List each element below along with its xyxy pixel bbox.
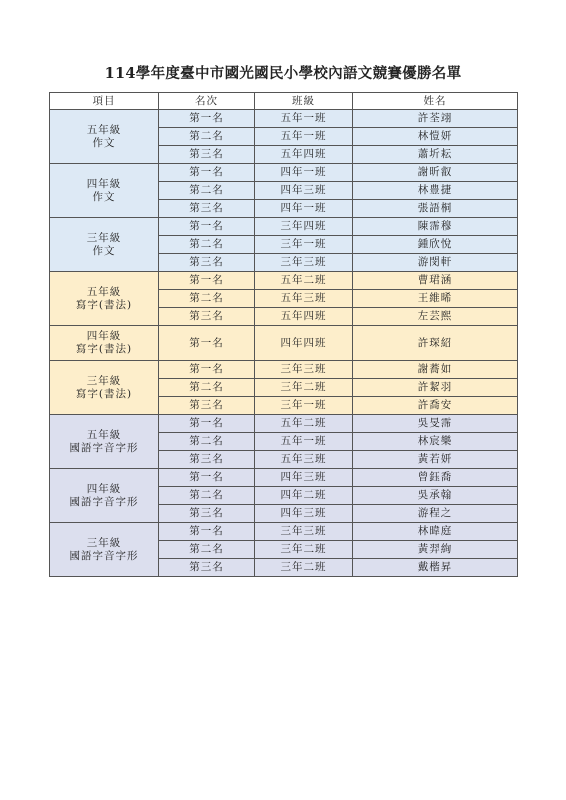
name-cell: 謝蕎如 [353,361,518,379]
class-cell: 三年二班 [255,559,353,577]
name-cell: 謝昕叡 [353,164,518,182]
award-table-body [50,110,518,577]
name-cell: 吳承翰 [353,487,518,505]
header-rank: 名次 [159,93,255,110]
name-cell: 左芸熙 [353,308,518,326]
category-label-line: 寫字(書法) [75,298,133,311]
header-class: 班級 [255,93,353,110]
class-cell: 四年一班 [255,164,353,182]
header-name: 姓名 [353,93,518,110]
category-cell [50,164,159,218]
class-cell: 三年二班 [255,541,353,559]
category-cell [50,218,159,272]
rank-cell: 第三名 [159,308,255,326]
rank-cell: 第一名 [159,469,255,487]
category-label-line: 四年級 [86,482,122,495]
class-cell: 三年一班 [255,397,353,415]
name-cell: 黃若妍 [353,451,518,469]
category-label-line: 五年級 [86,285,122,298]
category-cell [50,523,159,577]
name-cell: 鍾欣悅 [353,236,518,254]
name-cell: 游閔軒 [353,254,518,272]
class-cell: 五年二班 [255,272,353,290]
category-label-line: 三年級 [86,374,122,387]
category-label-line: 國語字音字形 [69,441,139,454]
category-label-line: 五年級 [86,428,122,441]
rank-cell: 第一名 [159,218,255,236]
category-label-line: 國語字音字形 [69,549,139,562]
category-label-line: 寫字(書法) [75,343,133,355]
rank-cell: 第一名 [159,523,255,541]
class-cell: 三年一班 [255,236,353,254]
class-cell: 四年二班 [255,487,353,505]
name-cell: 游程之 [353,505,518,523]
class-cell: 三年三班 [255,523,353,541]
rank-cell: 第二名 [159,182,255,200]
rank-cell: 第二名 [159,433,255,451]
name-cell: 林宸樂 [353,433,518,451]
class-cell: 四年一班 [255,200,353,218]
class-cell: 五年三班 [255,290,353,308]
table-row [50,218,518,236]
table-row [50,272,518,290]
rank-cell: 第三名 [159,146,255,164]
name-cell: 許琛紹 [353,326,518,361]
category-label-line: 作文 [92,244,116,257]
class-cell: 五年一班 [255,433,353,451]
rank-cell: 第二名 [159,290,255,308]
name-cell: 許絜羽 [353,379,518,397]
class-cell: 五年二班 [255,415,353,433]
rank-cell: 第三名 [159,254,255,272]
rank-cell: 第二名 [159,541,255,559]
table-row [50,469,518,487]
name-cell: 吳旻霈 [353,415,518,433]
class-cell: 五年四班 [255,308,353,326]
category-cell [50,326,159,361]
rank-cell: 第二名 [159,128,255,146]
name-cell: 林愷妍 [353,128,518,146]
table-row [50,523,518,541]
table-row [50,110,518,128]
class-cell: 五年三班 [255,451,353,469]
table-row [50,415,518,433]
category-label-line: 四年級 [86,177,122,190]
class-cell: 四年四班 [255,326,353,361]
class-cell: 五年一班 [255,110,353,128]
category-cell [50,110,159,164]
category-label-line: 作文 [92,136,116,149]
category-cell [50,272,159,326]
category-label-line: 三年級 [86,536,122,549]
category-label-line: 寫字(書法) [75,387,133,400]
name-cell: 林豊捷 [353,182,518,200]
rank-cell: 第三名 [159,397,255,415]
rank-cell: 第一名 [159,326,255,361]
award-table [49,92,518,577]
class-cell: 三年四班 [255,218,353,236]
class-cell: 四年三班 [255,469,353,487]
header-category: 項目 [50,93,159,110]
class-cell: 五年四班 [255,146,353,164]
class-cell: 四年三班 [255,505,353,523]
page-title: 114學年度臺中市國光國民小學校內語文競賽優勝名單 [104,65,462,82]
category-label-line: 作文 [92,190,116,203]
name-cell: 許荃翊 [353,110,518,128]
category-label-line: 四年級 [86,330,122,342]
name-cell: 戴楷昇 [353,559,518,577]
class-cell: 四年三班 [255,182,353,200]
rank-cell: 第一名 [159,164,255,182]
table-row [50,361,518,379]
rank-cell: 第三名 [159,451,255,469]
name-cell: 陳霈穆 [353,218,518,236]
category-cell [50,469,159,523]
name-cell: 黃羿絢 [353,541,518,559]
category-label-line: 國語字音字形 [69,495,139,508]
rank-cell: 第三名 [159,505,255,523]
class-cell: 三年二班 [255,379,353,397]
rank-cell: 第一名 [159,110,255,128]
name-cell: 曾鈺喬 [353,469,518,487]
rank-cell: 第一名 [159,415,255,433]
rank-cell: 第二名 [159,236,255,254]
name-cell: 王維晞 [353,290,518,308]
header-row [50,93,518,110]
rank-cell: 第三名 [159,200,255,218]
rank-cell: 第二名 [159,487,255,505]
rank-cell: 第一名 [159,361,255,379]
name-cell: 曹珺涵 [353,272,518,290]
category-label-line: 五年級 [86,123,122,136]
category-cell [50,415,159,469]
rank-cell: 第一名 [159,272,255,290]
name-cell: 許喬安 [353,397,518,415]
category-cell [50,361,159,415]
rank-cell: 第三名 [159,559,255,577]
class-cell: 五年一班 [255,128,353,146]
category-label-line: 三年級 [86,231,122,244]
name-cell: 張語桐 [353,200,518,218]
name-cell: 蕭圻耘 [353,146,518,164]
class-cell: 三年三班 [255,254,353,272]
name-cell: 林暐庭 [353,523,518,541]
rank-cell: 第二名 [159,379,255,397]
table-row [50,326,518,361]
table-row [50,164,518,182]
class-cell: 三年三班 [255,361,353,379]
